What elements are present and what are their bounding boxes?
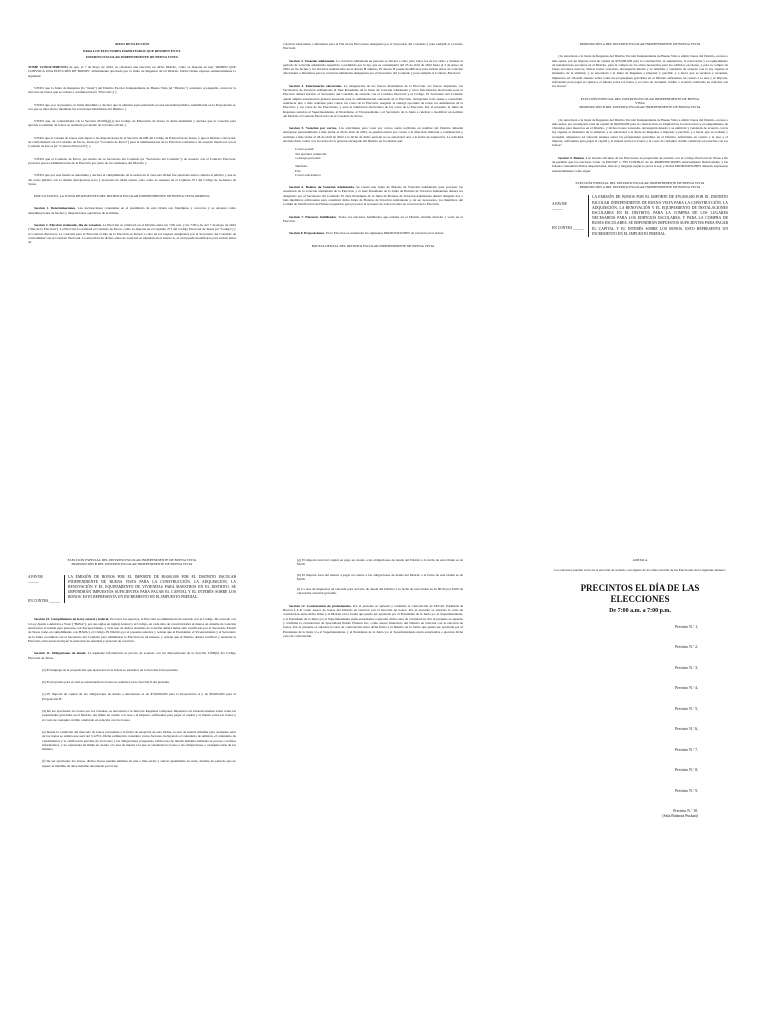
proposition-a-heading: PROPOSICIÓN A DEL DISTRITO ESCOLAR INDEPENDIENTE DE BUENA VISTA — [579, 42, 701, 46]
ballot-options — [28, 575, 64, 604]
list-item: (h) El importe total del interés a pagar en cuanto a las obligaciones de deuda del Distrito a la fecha de esta Orden es de $0.00. — [297, 572, 463, 581]
page1-left-column — [28, 42, 236, 248]
section-6 — [283, 185, 463, 206]
section-9 — [552, 156, 728, 173]
section-6-lead: Sección 6. Boletas de Votación Adelantada. — [289, 185, 355, 190]
section-1-lead: Sección 1. Determinaciones. — [34, 206, 77, 211]
section-11-text: La siguiente información se provee de acuerdo con las disposiciones de la Sección 3.009(b) del Código Electoral de Texas. — [28, 651, 236, 660]
whereas-1: VISTO que la Junta de Regentes (la "Junta") del Distrito Escolar Independiente de Buena Vista (el "Distrito") considera aconsejable convocar la elección de bonos que se ordena a continuación (la "Elección"); y — [28, 85, 236, 95]
for-blank: ______ — [28, 578, 39, 583]
annex-subtitle: Los electores pueden votar en la elección de acuerdo con alguno de los sitios del Día de las Elecciones de la siguiente manera: — [554, 568, 726, 573]
ballot-proposition-a — [552, 195, 728, 237]
ballot-a-proposition-text: LA EMISIÓN DE BONOS POR EL IMPORTE DE $76,000,000 POR EL DISTRITO ESCOLAR INDEPENDIENTE DE BUENA VISTA PARA LA CONSTRUCCIÓN, LA ADQUISICIÓN, LA RENOVACIÓN Y EL EQUIPAMIENTO DE INSTALACIONES ESCOLARES EN EL DISTRITO, PARA LA COMPRA DE LOS LUGARES NECESARIOS PARA LOS EDIFICIOS ESCOLARES, Y PARA LA COMPRA DE BUSES ESCOLARES. SE IMPONDRÁN IMPUESTOS SUFICIENTES PARA PAGAR EL CAPITAL Y EL INTERÉS SOBRE LOS BONOS. ESTO REPRESENTA UN INCREMENTO EN EL IMPUESTO PREDIAL. — [588, 195, 728, 237]
section-7 — [283, 215, 463, 224]
section-8-text: En la Elección se someterán las siguientes PROPOSICIONES de votación en la boleta: — [325, 231, 445, 236]
precinct-item: Precinto N.º 7, — [675, 747, 698, 752]
polling-hours: De 7:00 a.m. a 7:00 p.m. — [609, 607, 671, 614]
section-10-lead: Sección 10. Cumplimiento de la ley estatal y federal. — [34, 617, 110, 622]
section-3-text: La votación adelantada en persona se llevará a cabo para todos los en los sitios y durante el período de votación adelantada requerido o permitido por la ley, que se contemplará del 25 de abril de 2022 hasta el 3 de mayo de 2022 en las fechas y los horarios establecidos en el Anexo B adjunto. El Anexo B puede modificarse para incluir sitios de votación adicionales o diferentes para la votación adelantada designados por el Secretario del Condado y para cumplir el Contrato Electoral. — [283, 58, 463, 76]
list-item: (g) El importe total del capital en pago en cuanto a las obligaciones de deuda del Distrito a la fecha de esta Orden es de $0.00. — [297, 558, 463, 567]
list-item: (b) El propósito para el cual se autorizarán los bonos se establece en la Sección 8 del presente. — [42, 680, 170, 685]
mail-address-block — [295, 147, 463, 177]
notice-title-line2: PARA LOS ELECTORES HABILITADOS QUE RESIDEN EN EL — [83, 49, 181, 54]
against-blank: ______ — [573, 226, 584, 231]
official-ballot-heading: BOLETA OFICIAL DEL DISTRITO ESCOLAR INDEPENDIENTE DE BUENA VISTA — [311, 243, 435, 248]
page2-middle-column — [283, 558, 463, 641]
section-8 — [283, 231, 463, 235]
section-11-lead: Sección 11. Obligaciones de deuda. — [34, 651, 87, 656]
address-line: Tax apertura comercial — [295, 151, 327, 156]
ballot-for-option — [28, 575, 64, 584]
precinct-item: Precinto N.º 5, — [675, 706, 698, 711]
list-item: (a) El lenguaje de la proposición que aparecerá en la boleta se establece en la Sección 9 del presente. — [42, 667, 179, 672]
whereas-5: VISTO que el Condado de Pecos, por medio de su Secretario del Condado (el "Secretario del Condado"), de acuerdo con el Contrato Electoral, proveerá para la administración de la Elección por parte de los residentes del Distrito; y — [28, 156, 236, 165]
section-2-lead: Sección 2. Elección ordenada; día de votación. — [34, 223, 102, 228]
intro-lead: TOME CONOCIMIENTO — [28, 65, 68, 70]
section-6-text: Se creará una Junta de Boletas de Votación Adelantada para procesar los resultados de la votación adelantada de la Elección, y el Juez Presidente de la Junta de Boletas de Votación Adelantada deberá ser designado por el Secretario del Condado. El Juez Presidente de la Junta de Boletas de Votación Adelantada deberá designar dos o más miembros adicionales para constituir dicha Junta de Boletas de Votación Adelantada y, de ser necesarios, los miembros del Comité de Verificación de Firmas requeridos para procesar el recuento de toda la boleta de votación de la Elección. — [283, 185, 463, 207]
list-item: (e) Desde la condición del mercado de bonos prevalente a la fecha de adopción de esta Orden, la tasa de interés máxima para cualquier serie de los bonos se estima que será del 3.125%. Dicha estimación considera varios factores, incluyendo el calendario de emisión, el calendario de vencimientos y la calificación prevista de los bonos y las obligaciones propuestas. Dicha tasa de interés máxima estimada se provee con fines informativos, y no representa un límite en cuanto a la tasa de interés a la que se venderán los bonos o las obligaciones, o cualquier serie de los mismos. — [42, 729, 236, 752]
section-10-text: En todos los aspectos, la Elección se administrará de acuerdo con el Código. De acuerdo con la Ley Ayuda a América a Votar ("HAVA"), por sus siglas en inglés) federal y el Código, en cada sitio de votación habrá al menos un sistema de votación electrónica accesible para personas con discapacidades, y cada uno de dichos sistemas de votación deberá haber sido certificado por el Secretario Estatal de Texas como en cumplimiento con HAVA y el Código. El Distrito por el presente autoriza y ordena que el Presidente, el Vicepresidente y el Secretario de la Junta coordinen con el Secretario del Condado para administrar la Elección en tal manera, y ordena que el Distrito deberá certificar y anunciar la Elección, tales tareas incluyen la selección de sistemas y personal de votación. — [28, 617, 236, 643]
ballot-b-heading-2: PROPOSICIÓN B DEL DISTRITO ESCOLAR INDEPENDIENTE DE BUENA VISTA — [71, 562, 193, 567]
section-5 — [283, 126, 463, 143]
precinct-list — [552, 625, 728, 819]
section-12-text: Por el presente se aprueba y confirma la contratación de McCall, Parkhurst & Horton L.L.P. como asesor de bonos del Distrito en relación con la elección de bonos. Por el presente se autoriza la carta de contratación entre dicha firma y el Distrito en la forma que pueda ser aprobada por el Presidente de la Junta y/o el Superintendente, y el Presidente de la Junta y/o el Superintendente están autorizados a ejecutar dicha carta de contratación. Por el presente se aprueba y confirma la contratación de Specialized Public Finance Inc. como asesor financiero del Distrito en relación con la elección de bonos. Por el presente se autoriza la carta de contratación entre dicha firma y el Distrito en la forma que pueda ser aprobada por el Presidente de la Junta y/o el Superintendente, y el Presidente de la Junta y/o el Superintendente están autorizados a ejecutar dicha carta de contratación. — [283, 603, 463, 638]
order-clause: POR LO TANTO, LA JUNTA DE REGENTES DEL DISTRITO ESCOLAR INDEPENDIENTE DE BUENA VISTA ORDENA: — [34, 194, 210, 199]
whereas-2: VISTO que, por el presente, la Junta determina y declara que la emisión aquí autorizada es una necesidad pública, identificada en la Proposición A, a la que se dará efecto mediante las votaciones habilitadas del Distrito; y — [28, 102, 236, 111]
precinct-item: Precinto N.º 2, — [675, 645, 698, 650]
section-9-lead: Sección 9. Boletas. — [558, 155, 585, 160]
intro-paragraph — [28, 65, 236, 78]
precinct-location: (Sala Bahnota Puskatt) — [662, 813, 698, 818]
precinct-item: Precinto N.º 3, — [675, 665, 698, 670]
section-1 — [28, 206, 236, 215]
section-2-continued: votación adicionales o diferentes para el Día de las Elecciones designado por el Secretario del Condado y para cumplir el Contrato Electoral. — [283, 42, 463, 51]
section-3 — [283, 59, 463, 76]
list-item: (c) El importe de capital de las obligaciones de deuda a autorizarse es de $76,000,000 para la Proposición A y de $9,000,000 para la Proposición B. — [42, 692, 236, 701]
against-label: EN CONTRA — [28, 599, 49, 604]
ballot-options — [552, 195, 588, 237]
list-item: (d) De ser aprobados los bonos por los votantes, se autorizará a la Junta de Regentes a imponer impuestos ad valorem anuales sobre todas las propiedades gravables en el Distrito, sin límite en cuanto a la tasa o al importe, suficientes para pagar el capital y el interés sobre los bonos y el costo de cualquier crédito celebrado en relación con los bonos. — [42, 709, 236, 722]
address-line: Fax: — [295, 168, 302, 173]
proposition-a-text: ¿Se autorizará a la Junta de Regentes del Distrito Escolar Independiente de Buena Vista a emitir bonos del Distrito, en una o más series, por un importe total de capital de $76,000,000 para la construcción, la adquisición, la renovación y el equipamiento de instalaciones escolares en el Distrito, para la compra de los sitios necesarios para los edificios escolares, y para la compra de buses escolares nuevos; dichos bonos vencerán, devengarán interés y se emitirán y venderán de acuerdo con la ley vigente al momento de la emisión; y se autorizará a la Junta de Regentes a imponer y percibir, y a hacer que se recaben y recauden, impuestos ad valorem anuales sobre todas las propiedades gravables en el Distrito suficientes en cuanto a la tasa y el importe, suficientes para pagar el capital y el interés sobre los bonos y el costo de cualquier crédito o acuerdo celebrado en relación con los bonos? — [552, 54, 728, 89]
section-12-lead: Sección 12. Contratación de profesionales. — [289, 603, 352, 608]
section-4-lead: Sección 4. Funcionarios electorales. — [289, 83, 343, 88]
ballot-against-option — [552, 226, 588, 230]
ballot-against-option — [28, 599, 64, 603]
section-4 — [283, 84, 463, 118]
ballot-a-heading-1: ELECCIÓN ESPECIAL DEL DISTRITO ESCOLAR INDEPENDIENTE DE BUENA VISTA — [575, 180, 705, 185]
precinct-item: Precinto N.º 10, — [673, 809, 698, 814]
section-5-text: Las solicitudes para votar por correo serán recibidas en nombre del Distrito deberán entregarse personalmente a más tardar el 26 de abril de 2022, se pueden enviar por correo a la dirección indicada a continuación y recibirse a más tardar el 26 de abril de 2022 a la dicha de dicho período no se autorizará otra a la fecha de expiración. La solicitud enviada debe contar con los datos de la persona encargada del Distrito en la entidad que: — [283, 126, 464, 144]
section-11 — [28, 651, 236, 660]
ballot-b-proposition-text: LA EMISIÓN DE BONOS POR EL IMPORTE DE $9,000,000 POR EL DISTRITO ESCOLAR INDEPENDIENTE DE BUENA VISTA PARA LA CONSTRUCCIÓN, LA ADQUISICIÓN, LA RENOVACIÓN Y EL EQUIPAMIENTO DE VIVIENDAS PARA MAESTROS EN EL DISTRITO. SE IMPONDRÁN IMPUESTOS SUFICIENTES PARA PAGAR EL CAPITAL Y EL INTERÉS SOBRE LOS BONOS. ESTO REPRESENTA UN INCREMENTO EN EL IMPUESTO PREDIAL. — [64, 575, 236, 604]
section-7-lead: Sección 7. Electores habilitados. — [289, 214, 337, 219]
proposition-b-text: ¿Se autorizará a la Junta de Regentes del Distrito Escolar Independiente de Buena Vista a emitir bonos del Distrito, en una o más series, por un importe total de capital de $9,000,000 para la construcción, la adquisición, la renovación y el equipamiento de viviendas para maestros en el Distrito, y dichos bonos vencerán, devengarán interés y se emitirán y venderán de acuerdo con la ley vigente al momento de la emisión, y se autorizará a la Junta de Regentes a imponer y percibir, y a hacer que se evalúen y recauden, impuestos ad valorem anuales sobre las propiedades gravables en el Distrito, suficientes en cuanto a la tasa y el importe, suficientes para pagar el capital y el interés sobre los bonos y el costo de cualquier crédito celebrado en relación con los bonos? — [552, 117, 728, 148]
section-2-text: La Elección se celebrará en el Distrito entre las 7:00 a.m. y las 7:00 p.m. del 7 de mayo de 2022 ("Día de la Elección"). La Elección la realizará el Condado de Pecos, como se dispone en el Capítulo 271 del Código Electoral de Texas (el "Código") y el Contrato Electoral. La votación para la Elección el Día de la Elección se llevará a cabo en los lugares designados por el Secretario del Condado de conformidad con el Contrato Electoral. La ubicación de dichos sitios de votación se adjuntan en el Anexo A, el cual puede modificarse para incluir sitios de — [28, 223, 236, 245]
list-item: (i) La tasa de impuestos ad valorem para servicio de deuda del Distrito a la fecha de esta Orden es de $0.00 por $100 de valoración catastral gravable. — [297, 587, 463, 596]
whereas-4: VISTO que el votante de bonos está sujeto a las disposiciones de la Sección 43.008 del Código de Educación de Texas, y que el Distrito convocará, de conformidad con el Condado de Pecos, Texas (el "Condado de Pecos") para la administración de la Elección conforme a un acuerdo interlocal con el Condado de Pecos (el "Contrato Electoral"); y — [28, 135, 236, 149]
section-5-lead: Sección 5. Votación por correo. — [289, 126, 338, 131]
intro-text: de que, el 7 de mayo de 2022, se celebrará una elección en dicho Distrito, como se dispone en una "ORDEN QUE CONVOCA UNA ELECCIÓN DE BONOS" debidamente aprobada por la Junta de Regentes de tal Distrito. Dicha Orden expresa sustancialmente lo siguiente: — [28, 65, 236, 78]
ballot-b-heading-1: ELECCIÓN ESPECIAL DEL DISTRITO ESCOLAR INDEPENDIENTE DE BUENA VISTA — [67, 558, 197, 562]
debt-info-list — [28, 668, 236, 768]
address-line: Correo electrónico: — [295, 172, 322, 177]
section-1-text: Las declaraciones contenidas en el preámbulo de esta Orden son fidedignas y correctas y se adoptan como determinaciones de hechos y disposiciones operativas de la misma. — [28, 206, 236, 215]
list-item: (f) De ser aprobados los bonos, dichos bonos pueden emitirse en una o más series y vencer igualmente en serie, durante un período que no supere el máximo de años máximo autorizado por la ley. — [42, 759, 236, 768]
section-7-text: Todos los electores habilitados que residen en el Distrito tendrán derecho a votar en la Elección. — [283, 214, 463, 223]
page2-right-column — [552, 558, 728, 834]
proposition-b-heading: PROPOSICIÓN B DEL DISTRITO ESCOLAR INDEPENDIENTE DE BUENA VISTA — [579, 105, 701, 110]
address-line: Correo postal: — [295, 147, 315, 152]
ballot-proposition-b — [28, 575, 236, 604]
for-label: A FAVOR — [28, 574, 43, 579]
whereas-3: VISTO que, de conformidad con la Sección 45.003(g)(1) del Código de Educación de Texas, la Junta determina y declara que la votación para aprobar la emisión de bonos se realizará por medio de la boleta oficial; y — [28, 119, 236, 128]
precinct-item: Precinto N.º 6, — [675, 727, 698, 732]
ballot-a-heading-2: PROPOSICIÓN A DEL DISTRITO ESCOLAR INDEPENDIENTE DE BUENA VISTA — [579, 185, 701, 190]
for-label: A FAVOR — [552, 201, 567, 206]
section-12 — [283, 604, 463, 638]
ballot-for-option — [552, 202, 588, 211]
notice-title-line3: DISTRITO ESCOLAR INDEPENDIENTE DE BUENA VISTA — [86, 54, 178, 59]
section-9-text: Las boletas oficiales de las Elecciones se prepararán de acuerdo con el Código Electoral de Texas a fin de permitir que los electores voten "A FAVOR" o "EN CONTRA" de las PROPOSICIONES anteriormente mencionadas, y las boletas contendrán dichas disposiciones, marcas y lenguaje según lo prevé la ley, y dichas PROPOSICIONES deberán expresarse sustancialmente como sigue: — [552, 155, 728, 173]
section-10 — [28, 617, 236, 643]
page1-middle-column — [283, 42, 463, 251]
address-line: Teléfono: — [295, 164, 308, 169]
whereas-6: VISTO que por este medio se determina y declara el cumplimiento de la sesión en la cual esta Orden fue aprobada estuvo abierta al público y que se dio aviso público con la debida anticipación, hora y propósito de dicha sesión, todo como se requiere en el Capítulo 551 del Código de Gobierno de Texas. — [28, 173, 236, 186]
debt-info-list-cont — [283, 558, 463, 596]
section-3-lead: Sección 3. Votación adelantada. — [289, 58, 336, 63]
precinct-item: Precinto N.º 9, — [675, 788, 698, 793]
against-label: EN CONTRA — [552, 226, 573, 231]
special-election-heading: ELECCIÓN ESPECIAL DEL DISTRITO ESCOLAR INDEPENDIENTE DE BUENA — [580, 96, 700, 101]
special-election-heading-cont: VISTA — [635, 100, 645, 105]
address-line: o entrega personal: — [295, 155, 321, 160]
section-2 — [28, 223, 236, 244]
precinct-item: Precinto N.º 1, — [675, 624, 698, 629]
section-4-text: La designación de los Jueces Presidentes de la Elección, los Jueces Suplentes, los Secretarios de Votación Adelantada, el Juez Presidente de la Junta de votación adelantada y otros funcionarios electorales para la Elección deberá hacerlo el Secretario del Condado de acuerdo con el Contrato Electoral y el Código. El Secretario del Condado queda amplia autorización general necesaria para la administración adecuada de la Elección, incluyendo todo ajuste a consolidar, establecer uno o más centrales para contar los votos de la Elección, asegurar la entrega oportuna de todos los suministros de la Elección, y los votos de las Elecciones, y para la tabulación electrónica de los votos de la Elección. Por el presente, la Junta de Regentes autoriza al Superintendente, al Presidente, al Vicepresidente o al Secretario de la Junta a celebrar o modificar un nombre del Distrito el Contrato Electoral con el Condado de Pecos. — [283, 83, 463, 118]
for-blank: ______ — [552, 206, 563, 211]
annex-heading: ANEXO A — [632, 558, 648, 562]
election-day-precincts-title: PRECINTOS EL DÍA DE LAS ELECCIONES — [580, 582, 700, 604]
against-blank: ______ — [49, 599, 60, 604]
page1-right-column — [552, 42, 728, 243]
section-8-lead: Sección 8. Proposiciones. — [289, 231, 325, 236]
page2-left-column — [28, 558, 236, 769]
precinct-item: Precinto N.º 8, — [675, 768, 698, 773]
precinct-item: Precinto N.º 4, — [675, 686, 698, 691]
notice-title-line1: AVISO DE ELECCIÓN — [114, 42, 150, 46]
